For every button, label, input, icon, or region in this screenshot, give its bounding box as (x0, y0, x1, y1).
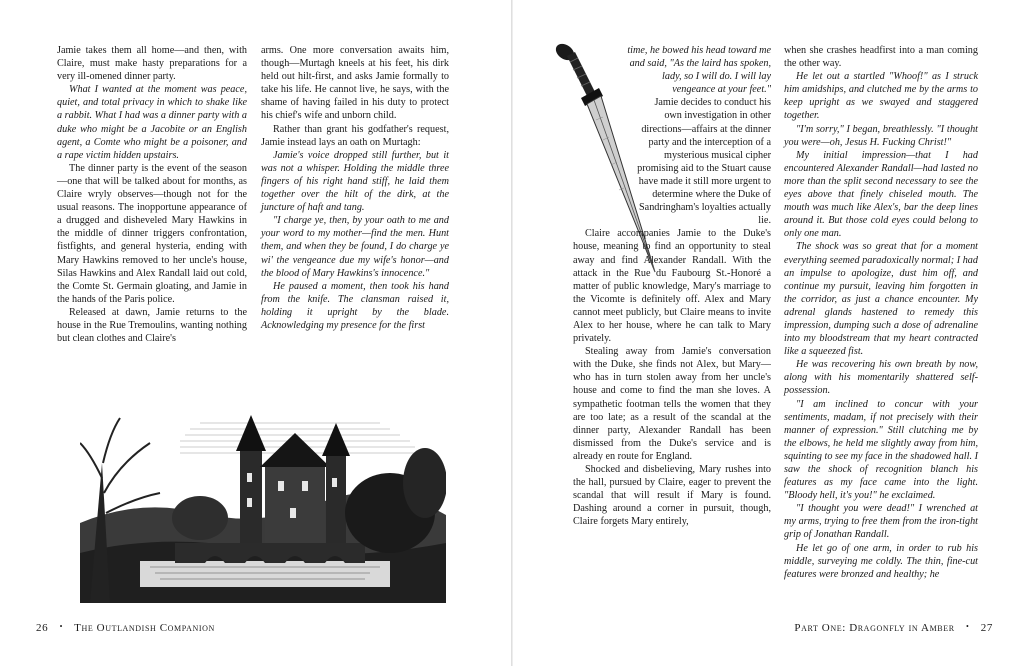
footer-separator: • (59, 622, 63, 631)
left-page-column-1 (57, 44, 247, 345)
paragraph: "I thought you were dead!" I wrenched at my arms, trying to free them from the iron-tight grip of Jonathan Randall. (784, 503, 978, 541)
paragraph: He let out a startled "Whoof!" as I struck him amidships, and clutched me by the arms to keep upright as we swayed and staggered together. (784, 71, 978, 122)
paragraph: Rather than grant his godfather's request, Jamie instead lays an oath on Murtagh: (261, 123, 449, 148)
paragraph: time, he bowed his head toward me and said, "As the laird has spoken, lady, so I will do. I will lay vengeance at your feet." (627, 45, 771, 96)
paragraph: Shocked and disbelieving, Mary rushes into the hall, pursued by Claire, eager to prevent the scandal that will result if Mary is found. Dashing around a corner in pursuit, though, Claire forgets Mary entirely, (573, 464, 771, 528)
paragraph: Claire accompanies Jamie to the Duke's house, meaning to find an opportunity to steal away and find Alexander Randall. With the attack in the Rue du Faubourg St.-Honoré a matter of public knowledge, Mary's marriage to the Vicomte is definitely off. Alex and Mary cannot meet publicly, but Claire means to invite Alex to her house, where he can talk to Mary privately. (573, 228, 771, 345)
page-number-right: 27 (980, 622, 993, 634)
right-page-column-2 (784, 44, 978, 581)
paragraph: arms. One more conversation awaits him, though—Murtagh kneels at his feet, his dirk held out hilt-first, and asks Jamie formally to take his life. He cannot live, he says, with the shame of having failed in his duty to protect his chief's wife and unborn child. (261, 45, 449, 122)
paragraph: Jamie decides to conduct his own investigation in other directions—affairs at the dinner party and the interception of a mysterious musical cipher promising aid to the Stuart cause have made it still more urgent to determine where the Duke of Sandringham's loyalties actually lie. (637, 97, 771, 227)
paragraph: Jamie's voice dropped still further, but it was not a whisper. Holding the middle three fingers of his right hand stiff, he laid them together over the hilt of the dirk, at the juncture of haft and tang. (261, 149, 449, 214)
paragraph: What I wanted at the moment was peace, quiet, and total privacy in which to shake like a rabbit. What I had was a dinner party with a duke who might be a Jacobite or an English agent, a Comte who might be a poisoner, and a rape victim hidden upstairs. (57, 84, 247, 161)
paragraph: "I am inclined to concur with your sentiments, madam, if not precisely with their manner of expression." Still clutching me by the elbows, he held me slightly away from him, squinting to see my face in the shadowed hall. I saw the shock of recognition blanch his features as my face came into the light. "Bloody hell, it's you!" he exclaimed. (784, 398, 978, 502)
paragraph: Jamie takes them all home—and then, with Claire, must make hasty preparations for a very ill-omened dinner party. (57, 45, 247, 83)
paragraph: Stealing away from Jamie's conversation with the Duke, she finds not Alex, but Mary—who has in turn stolen away from her uncle's house and come to find the man she loves. A sympathetic footman tells the women that they are too late; as a result of the scandal at the dinner party, Alexander Randall has been dismissed from the Duke's service and is already en route for England. (573, 346, 771, 462)
left-page (0, 0, 511, 666)
paragraph: He was recovering his own breath by now, along with his momentarily shattered self-possession. (784, 359, 978, 397)
paragraph: He let go of one arm, in order to rub his middle, surveying me coldly. The thin, fine-cut features were bronzed and healthy; he (784, 542, 978, 580)
paragraph: "I'm sorry," I began, breathlessly. "I thought you were—oh, Jesus H. Fucking Christ!" (784, 123, 978, 148)
running-title-right: Part One: Dragonfly in Amber (794, 622, 955, 634)
running-title-left: The Outlandish Companion (74, 622, 215, 634)
paragraph: "I charge ye, then, by your oath to me and your word to my mother—find the men. Hunt them, and when they be found, I do charge ye wi' the vengeance due my wife's honor—and the blood of Mary Hawkins's innocence." (261, 215, 449, 279)
paragraph: My initial impression—that I had encountered Alexander Randall—had lasted no more than the split second necessary to see the eyes above that finely chiseled mouth. The mouth was much like Alex's, bar the deep lines around it. But those cold eyes could belong to only one man. (784, 149, 978, 240)
paragraph: He paused a moment, then took his hand from the knife. The clansman raised it, holding it upright by the blade. Acknowledging my presence for the first (261, 280, 449, 331)
page-number-left: 26 (36, 622, 49, 634)
right-page-column-1 (573, 44, 771, 528)
castle-illustration (80, 403, 446, 603)
right-page (513, 0, 1024, 666)
left-page-column-2 (261, 44, 449, 332)
paragraph: when she crashes headfirst into a man coming the other way. (784, 45, 978, 70)
paragraph: The dinner party is the event of the season—one that will be talked about for months, as Claire wryly observes—though not for the usual reasons. The inopportune appearance of a drugged and disheveled Mary Hawkins in the middle of dinner triggers confrontation, fistfights, and general hysteria, ending with Mary Hawkins removed to her uncle's house, Silas Hawkins and Alex Randall laid out cold, the Comte St. Germain gloating, and Jamie in the hands of the Paris police. (57, 162, 247, 305)
right-page-column-1-body (573, 227, 771, 528)
footer-right (794, 622, 993, 634)
footer-left (36, 622, 215, 634)
footer-separator: • (966, 622, 970, 631)
paragraph: Released at dawn, Jamie returns to the house in the Rue Tremoulins, wanting nothing but clean clothes and Claire's (57, 306, 247, 345)
paragraph: The shock was so great that for a moment everything seemed paradoxically normal; I had an impulse to apologize, dust him off, and continue my pursuit, leaving him forgotten in the corridor, as just a chance encounter. My adrenal glands hastened to remedy this impression, dumping such a dose of adrenaline into my bloodstream that my heart contracted like a squeezed fist. (784, 241, 978, 358)
